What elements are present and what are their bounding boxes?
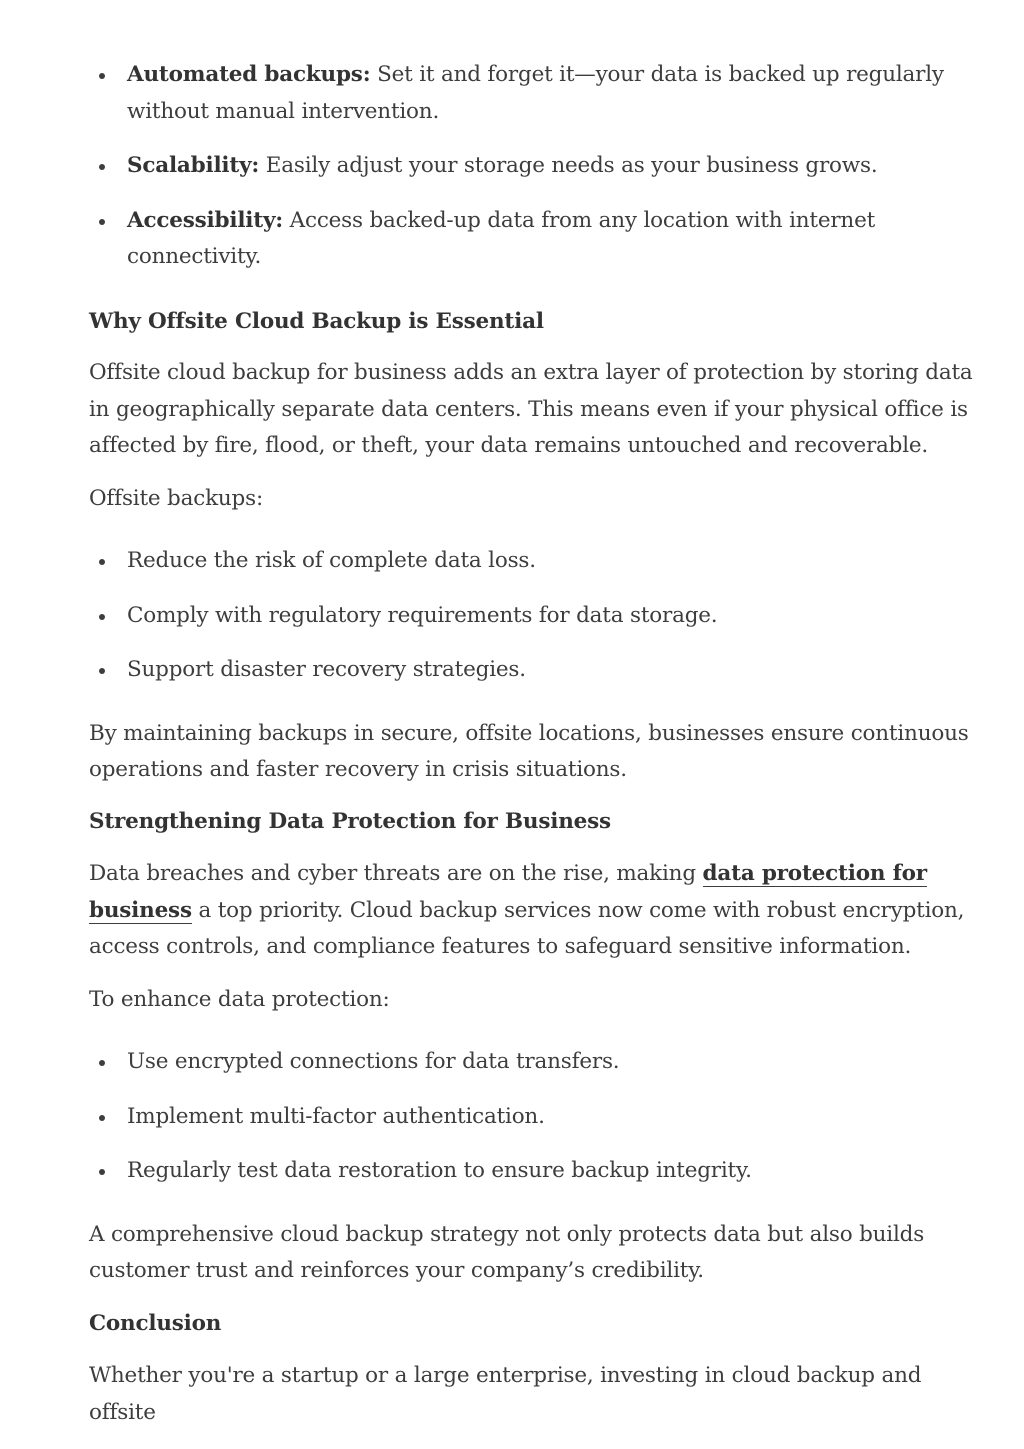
offsite-closing: By maintaining backups in secure, offsite locations, businesses ensure continuous operations and faster recovery in crisis situations. <box>89 720 969 782</box>
list-item: Comply with regulatory requirements for data storage. <box>89 598 989 635</box>
section-heading-offsite: Why Offsite Cloud Backup is Essential <box>89 308 544 334</box>
benefits-list <box>89 57 989 276</box>
protection-paragraph <box>89 856 989 966</box>
list-item <box>89 203 989 276</box>
protection-text-before: Data breaches and cyber threats are on the rise, making <box>89 861 703 886</box>
list-item: Regularly test data restoration to ensure backup integrity. <box>89 1153 989 1190</box>
list-item: Implement multi-factor authentication. <box>89 1099 989 1136</box>
list-item: Support disaster recovery strategies. <box>89 652 989 689</box>
data-protection-link[interactable]: data protection for business <box>89 861 927 923</box>
list-item <box>89 57 989 130</box>
benefit-term: Automated backups: <box>127 62 371 87</box>
protection-text-after: a top priority. Cloud backup services now come with robust encryption, access controls, and compliance features to safeguard sensitive information. <box>89 897 965 959</box>
section-heading-protection: Strengthening Data Protection for Business <box>89 808 611 834</box>
list-item <box>89 148 989 185</box>
offsite-list-intro: Offsite backups: <box>89 485 263 511</box>
protection-list <box>89 1044 989 1190</box>
benefit-term: Scalability: <box>127 153 260 178</box>
benefit-text: Set it and forget it—your data is backed up regularly without manual intervention. <box>127 62 944 124</box>
benefit-text: Easily adjust your storage needs as your business grows. <box>259 153 878 178</box>
offsite-list <box>89 543 989 689</box>
list-item: Reduce the risk of complete data loss. <box>89 543 989 580</box>
article-body <box>89 0 989 1431</box>
conclusion-paragraph: Whether you're a startup or a large enterprise, investing in cloud backup and offsite <box>89 1363 922 1425</box>
protection-closing: A comprehensive cloud backup strategy not only protects data but also builds customer trust and reinforces your company’s credibility. <box>89 1221 925 1283</box>
offsite-paragraph: Offsite cloud backup for business adds an extra layer of protection by storing data in geographically separate data centers. This means even if your physical office is affected by fire, flood, or theft, your data remains untouched and recoverable. <box>89 360 973 458</box>
protection-list-intro: To enhance data protection: <box>89 986 390 1012</box>
list-item: Use encrypted connections for data transfers. <box>89 1044 989 1081</box>
benefit-term: Accessibility: <box>127 207 284 233</box>
section-heading-conclusion: Conclusion <box>89 1310 222 1336</box>
benefit-text: Access backed-up data from any location with internet connectivity. <box>127 207 876 269</box>
